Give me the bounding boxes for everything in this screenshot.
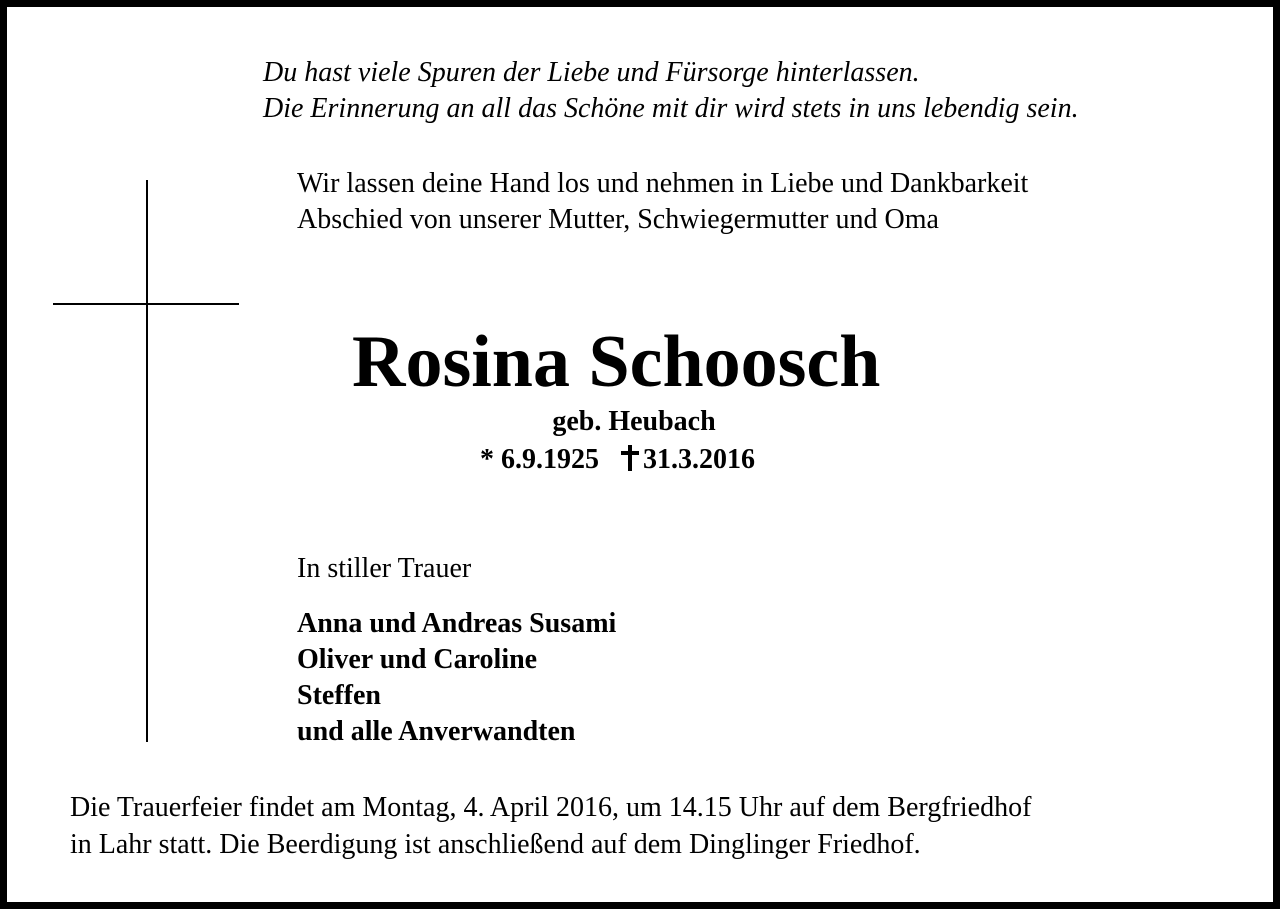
ceremony-line-2: in Lahr statt. Die Beerdigung ist anschließend auf dem Dinglinger Friedhof. (70, 829, 921, 860)
mourner-item: Steffen (297, 680, 381, 711)
deceased-name: Rosina Schoosch (352, 321, 881, 403)
maiden-name: geb. Heubach (552, 406, 716, 437)
cross-horizontal-bar (53, 303, 239, 305)
life-dates (480, 442, 755, 478)
intro-line-1: Wir lassen deine Hand los und nehmen in Liebe und Dankbarkeit (297, 168, 1029, 199)
cross-icon (621, 445, 639, 471)
birth-date: * 6.9.1925 (480, 444, 599, 475)
death-date: 31.3.2016 (643, 444, 755, 475)
farewell-intro (297, 166, 1028, 238)
mourning-label: In stiller Trauer (297, 553, 472, 584)
mourner-item: Oliver und Caroline (297, 644, 538, 675)
cross-vertical-bar (146, 180, 148, 742)
ceremony-info (70, 789, 1031, 863)
mourners-list (297, 606, 616, 750)
ceremony-line-1: Die Trauerfeier findet am Montag, 4. April 2016, um 14.15 Uhr auf dem Bergfriedhof (70, 792, 1032, 823)
mourner-item: und alle Anverwandten (297, 716, 576, 747)
mourner-item: Anna und Andreas Susami (297, 608, 617, 639)
motto-line-1: Du hast viele Spuren der Liebe und Fürsorge hinterlassen. (263, 57, 920, 88)
motto-quote (263, 55, 1079, 127)
intro-line-2: Abschied von unserer Mutter, Schwiegermutter und Oma (297, 204, 939, 235)
motto-line-2: Die Erinnerung an all das Schöne mit dir wird stets in uns lebendig sein. (263, 93, 1079, 124)
